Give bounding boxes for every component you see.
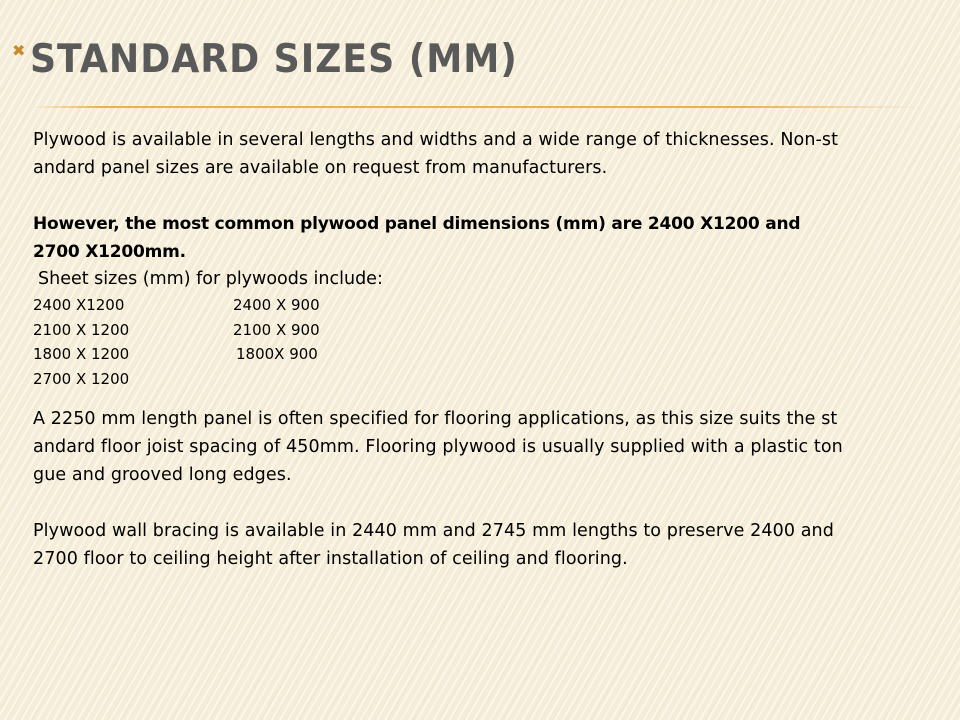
body-text-line: 2700 floor to ceiling height after installation of ceiling and flooring.	[33, 549, 628, 569]
size-value: 2100 X 900	[233, 320, 320, 339]
slide-title: STANDARD SIZES (MM)	[30, 37, 518, 82]
size-row	[33, 318, 943, 343]
sizes-heading: Sheet sizes (mm) for plywoods include:	[38, 269, 383, 289]
size-value: 2400 X 900	[233, 296, 320, 314]
bold-text-line: However, the most common plywood panel dimensions (mm) are 2400 X1200 and	[33, 214, 801, 234]
title-bullet-icon: ✖	[12, 41, 26, 60]
body-text-line: A 2250 mm length panel is often specified for flooring applications, as this size suits the st	[33, 409, 838, 429]
bold-text-line: 2700 X1200mm.	[33, 242, 186, 262]
size-row	[33, 342, 943, 367]
body-text-line: gue and grooved long edges.	[33, 465, 292, 485]
size-row	[33, 367, 943, 392]
size-value: 2700 X 1200	[33, 369, 130, 388]
spacer	[33, 489, 943, 517]
size-value: 1800X 900	[236, 345, 318, 363]
body-text-line: Plywood is available in several lengths and widths and a wide range of thicknesses. Non-st	[33, 130, 839, 150]
size-value: 2400 X1200	[33, 296, 125, 314]
title-divider	[30, 106, 920, 108]
body-text-line: andard panel sizes are available on request from manufacturers.	[33, 158, 608, 178]
spacer	[33, 391, 943, 405]
size-row	[33, 293, 943, 318]
body-text-line: andard floor joist spacing of 450mm. Flooring plywood is usually supplied with a plastic ton	[33, 437, 843, 457]
size-value: 2100 X 1200	[33, 320, 130, 339]
size-value: 1800 X 1200	[33, 345, 130, 363]
slide-body	[33, 126, 943, 573]
spacer	[33, 182, 943, 210]
body-text-line: Plywood wall bracing is available in 2440 mm and 2745 mm lengths to preserve 2400 and	[33, 521, 834, 541]
sizes-list	[33, 293, 943, 391]
